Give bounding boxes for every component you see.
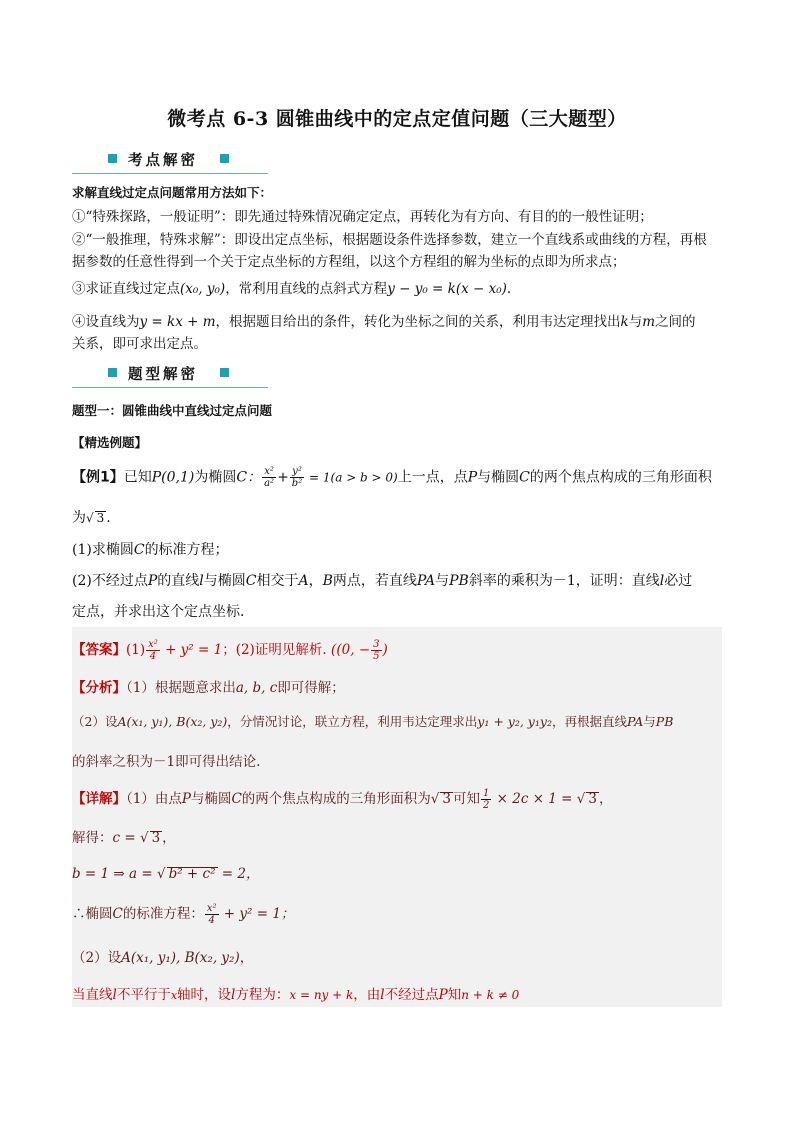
question-2-line-2: 定点，并求出这个定点坐标． (72, 604, 254, 620)
section-label: 题型解密 (128, 367, 198, 383)
intro-heading: 求解直线过定点问题常用方法如下： (72, 185, 273, 200)
page-title: 微考点 6-3 圆锥曲线中的定点定值问题（三大题型） (167, 108, 627, 130)
example-1-line-1: 【例1】已知P(0,1)为椭圆C： $\frac{\text{x²}}{\text{a²}}$ + $\frac{\text{y²}}{\text{b²}}$ = 1(a > b > 0)上一点，点P与椭圆C的两个焦点构成的三角形面积 (72, 466, 712, 489)
answer-line: 【答案】(1) $\frac{\text{x²}}{4}$ + y² = 1；(2)证明见解析. ((0, − $\frac{3}{5}$ ) (72, 639, 388, 662)
square-marker-icon (108, 154, 117, 163)
square-marker-icon (220, 154, 229, 163)
intro-item-2a: ②“一般推理，特殊求解”：即设出定点坐标，根据题设条件选择参数，建立一个直线系或曲线的方程，再根 (72, 232, 707, 248)
detail-line-6: 当直线l不平行于x轴时，设l方程为：x = ny + k，由l不经过点P知n + k ≠ 0 (72, 987, 520, 1003)
detail-line-4: ∴椭圆C的标准方程： $\frac{\text{x²}}{4}$ + y² = 1； (72, 903, 295, 926)
section-underline (72, 387, 268, 388)
intro-item-4b: 关系，即可求出定点。 (72, 336, 207, 352)
section-underline (72, 173, 268, 174)
section-header-tixing (72, 360, 268, 388)
intro-item-2b: 据参数的任意性得到一个关于定点坐标的方程组，以这个方程组的解为坐标的点即为所求点； (72, 254, 626, 270)
analysis-line-1: 【分析】（1）根据题意求出a, b, c即可得解； (72, 680, 345, 696)
detail-line-5: （2）设A(x₁, y₁), B(x₂, y₂)， (72, 950, 254, 966)
analysis-line-2: （2）设A(x₁, y₁), B(x₂, y₂)，分情况讨论，联立方程，利用韦达定理求出y₁ + y₂, y₁y₂，再根据直线PA与PB (72, 714, 674, 729)
question-2-line-1: (2)不经过点P的直线l与椭圆C相交于A，B两点，若直线PA与PB斜率的乘积为－1，证明：直线l必过 (72, 573, 693, 589)
type1-heading: 题型一：圆锥曲线中直线过定点问题 (72, 403, 273, 418)
question-1: (1)求椭圆C的标准方程； (72, 542, 229, 558)
square-marker-icon (108, 368, 117, 377)
intro-item-1: ①“特殊探路，一般证明”：即先通过特殊情况确定定点，再转化为有方向、有目的的一般性证明； (72, 209, 653, 225)
detail-line-3: b = 1 ⇒ a = √ b² + c² = 2， (72, 866, 260, 882)
analysis-line-3: 的斜率之积为－1即可得出结论. (72, 754, 261, 770)
section-header-kaodian (72, 146, 268, 174)
featured-examples-label: 【精选例题】 (72, 435, 148, 450)
detail-line-1: 【详解】（1）由点P与椭圆C的两个焦点构成的三角形面积为√ 3 可知 $\frac{1}{2}$ × 2c × 1 = √ 3 ， (72, 788, 613, 811)
intro-item-4: ④设直线为y = kx + m，根据题目给出的条件，转化为坐标之间的关系，利用韦达定理找出k与m之间的 (72, 314, 696, 330)
detail-line-2: 解得：c = √ 3 ， (72, 830, 176, 846)
intro-item-3: ③求证直线过定点(x₀, y₀)，常利用直线的点斜式方程y − y₀ = k(x − x₀). (72, 281, 512, 297)
square-marker-icon (220, 368, 229, 377)
example-1-line-2: 为√ 3 . (72, 510, 111, 526)
section-label: 考点解密 (128, 153, 198, 169)
